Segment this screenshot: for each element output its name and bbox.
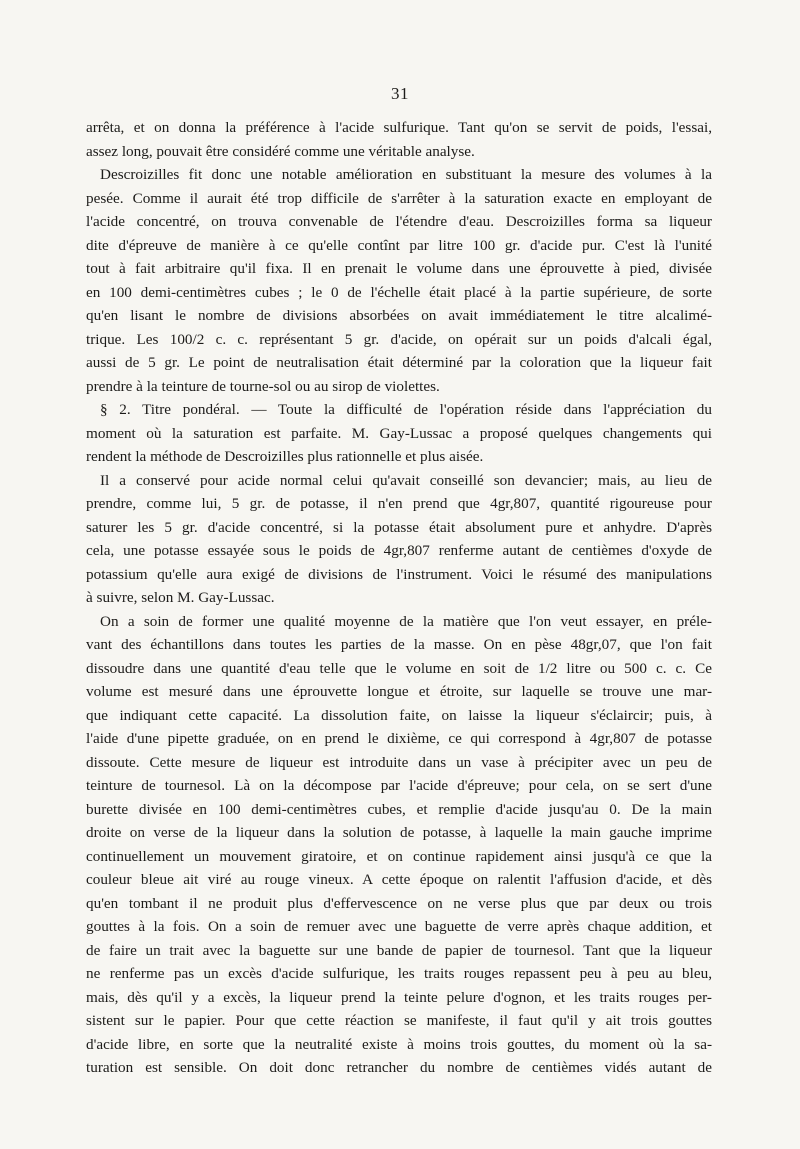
text-line: mais, dès qu'il y a excès, la liqueur prend la teinte pelure d'ognon, et les traits rouges per- — [86, 988, 712, 1006]
text-line: dissoute. Cette mesure de liqueur est introduite dans un vase à précipiter avec un peu de — [86, 753, 712, 771]
text-line: Descroizilles fit donc une notable amélioration en substituant la mesure des volumes à la — [100, 166, 712, 183]
text-line: sistent sur le papier. Pour que cette réaction se manifeste, il faut qu'il y ait trois gouttes — [86, 1012, 712, 1029]
text-line: potassium qu'elle aura exigé de divisions de l'instrument. Voici le résumé des manipulations — [86, 565, 712, 583]
text-line: prendre à la teinture de tourne-sol ou au sirop de violettes. — [86, 377, 440, 395]
text-line: burette divisée en 100 demi-centimètres cubes, et remplie d'acide jusqu'au 0. De la main — [86, 800, 712, 818]
text-line: teinture de tournesol. Là on la décompose par l'acide d'épreuve; pour cela, on se sert d'une — [86, 777, 712, 794]
text-line: aussi de 5 gr. Le point de neutralisation était déterminé par la coloration que la liqueur fait — [86, 354, 712, 371]
text-line: Il a conservé pour acide normal celui qu'avait conseillé son devancier; mais, au lieu de — [100, 471, 712, 489]
text-line: moment où la saturation est parfaite. M. Gay-Lussac a proposé quelques changements qui — [86, 424, 712, 442]
text-line: qu'en tombant il ne produit plus d'effervescence on ne verse plus que par deux ou trois — [86, 894, 712, 912]
text-line: ne renferme pas un excès d'acide sulfurique, les traits rouges repassent peu à peu au bleu, — [86, 965, 712, 982]
text-line: saturer les 5 gr. d'acide concentré, si la potasse était absolument pure et anhydre. D'après — [86, 518, 712, 536]
text-line: assez long, pouvait être considéré comme une véritable analyse. — [86, 142, 475, 160]
body-text — [86, 116, 712, 1080]
text-line: volume est mesuré dans une éprouvette longue et étroite, sur laquelle se trouve une mar- — [86, 683, 712, 700]
text-line: l'acide concentré, on trouva convenable de l'étendre d'eau. Descroizilles forma sa liqueur — [86, 213, 712, 230]
text-line: turation est sensible. On doit donc retrancher du nombre de centièmes vidés autant de — [86, 1059, 712, 1076]
text-line: vant des échantillons dans toutes les parties de la masse. On en pèse 48gr,07, que l'on fait — [86, 636, 712, 653]
text-line: dissoudre dans une quantité d'eau telle que le volume en soit de 1/2 litre ou 500 c. c. Ce — [86, 659, 712, 677]
text-line: rendent la méthode de Descroizilles plus rationnelle et plus aisée. — [86, 448, 484, 465]
text-line: dite d'épreuve de manière à ce qu'elle contînt par litre 100 gr. d'acide pur. C'est là l'unité — [86, 236, 712, 254]
text-line: gouttes à la fois. On a soin de remuer avec une baguette de verre après chaque addition, et — [86, 918, 712, 935]
text-line: tout à fait arbitraire qu'il fixa. Il en prenait le volume dans une éprouvette à pied, divisée — [86, 260, 712, 277]
text-line: de faire un trait avec la baguette sur une bande de papier de tournesol. Tant que la liqueur — [86, 941, 712, 959]
text-line: trique. Les 100/2 c. c. représentant 5 gr. d'acide, on opérait sur un poids d'alcali égal, — [86, 330, 712, 348]
text-line: à suivre, selon M. Gay-Lussac. — [86, 589, 275, 606]
text-line: cela, une potasse essayée sous le poids de 4gr,807 renferme autant de centièmes d'oxyde de — [86, 542, 712, 559]
text-line: d'acide libre, en sorte que la neutralité existe à moins trois gouttes, du moment où la sa- — [86, 1035, 712, 1053]
text-line: droite on verse de la liqueur dans la solution de potasse, à laquelle la main gauche imprime — [86, 824, 712, 841]
text-line: en 100 demi-centimètres cubes ; le 0 de l'échelle était placé à la partie supérieure, de sorte — [86, 283, 712, 301]
text-line: arrêta, et on donna la préférence à l'acide sulfurique. Tant qu'on se servit de poids, l'essai, — [86, 119, 712, 136]
text-line: § 2. Titre pondéral. — Toute la difficulté de l'opération réside dans l'appréciation du — [100, 401, 712, 418]
text-line: On a soin de former une qualité moyenne de la matière que l'on veut essayer, en préle- — [100, 612, 712, 630]
text-line: pesée. Comme il aurait été trop difficile de s'arrêter à la saturation exacte en employant de — [86, 189, 712, 207]
text-line: continuellement un mouvement giratoire, et on continue rapidement ainsi jusqu'à ce que la — [86, 847, 712, 865]
text-line: qu'en lisant le nombre de divisions absorbées on avait immédiatement le titre alcalimé- — [86, 307, 712, 324]
text-line: que indiquant cette capacité. La dissolution faite, on laisse la liqueur s'éclaircir; puis, à — [86, 706, 712, 724]
text-line: prendre, comme lui, 5 gr. de potasse, il n'en prend que 4gr,807, quantité rigoureuse pour — [86, 495, 712, 512]
text-line: couleur bleue ait viré au rouge vineux. A cette époque on ralentit l'affusion d'acide, et dès — [86, 871, 712, 888]
page-number: 31 — [391, 84, 409, 103]
text-line: l'aide d'une pipette graduée, on en prend le dixième, ce qui correspond à 4gr,807 de potasse — [86, 730, 712, 747]
